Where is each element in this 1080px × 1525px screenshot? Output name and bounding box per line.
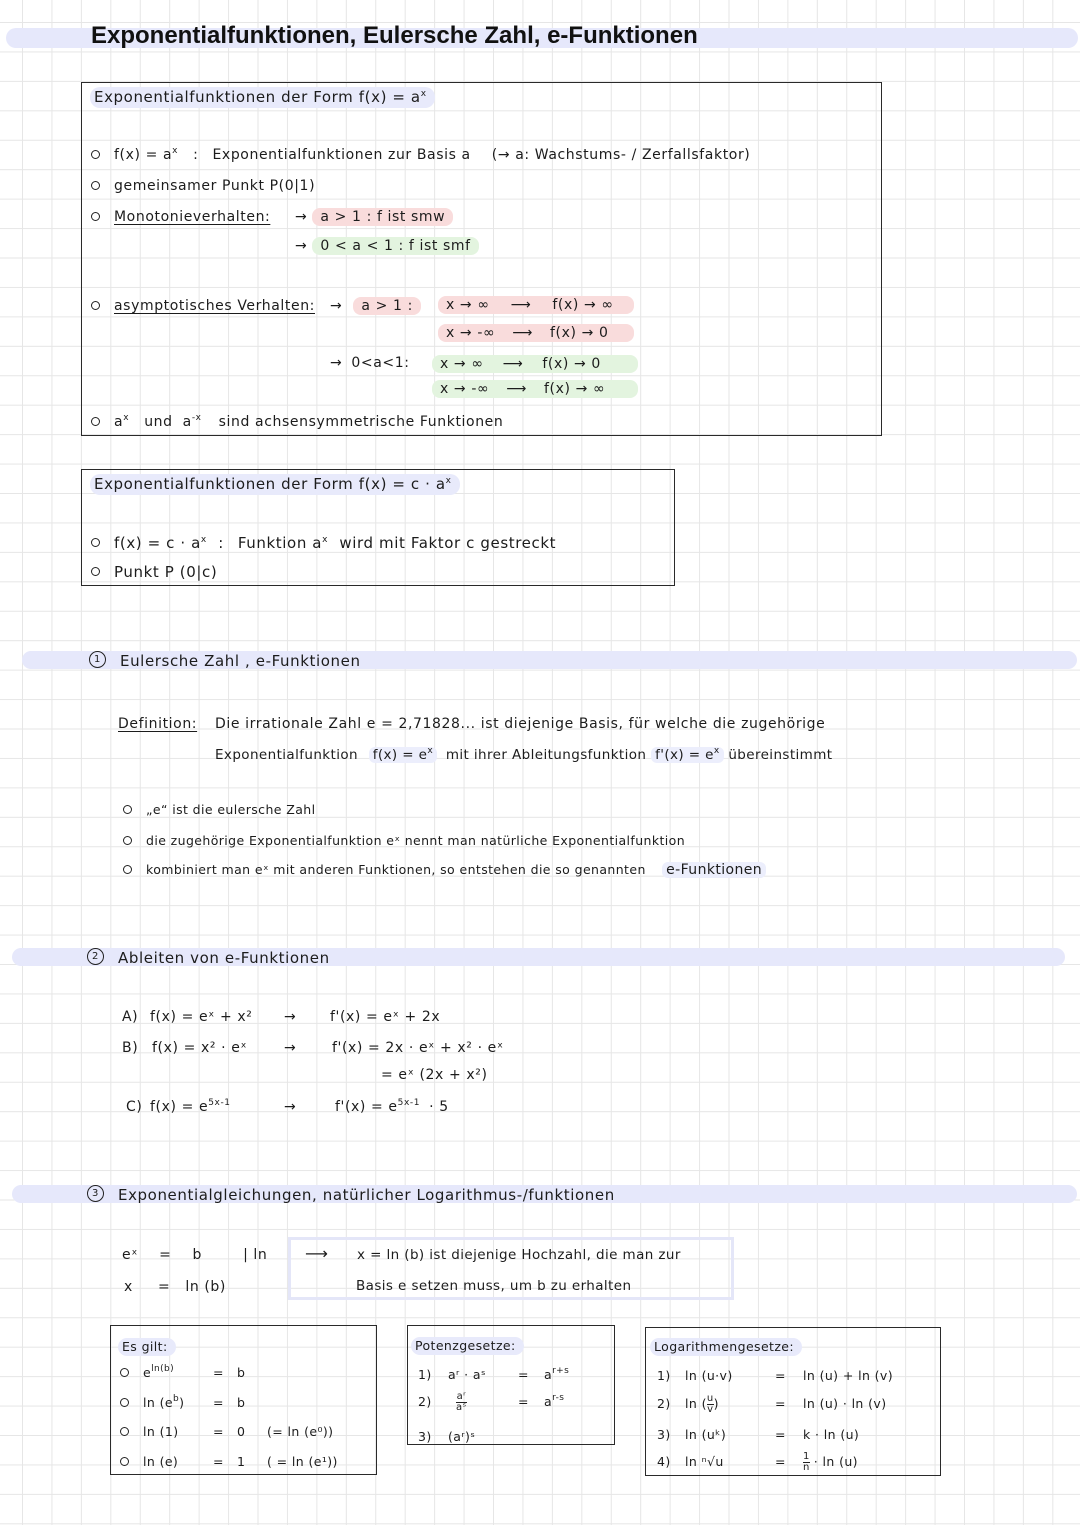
arrow-right-icon: →: [284, 1099, 297, 1115]
es-gilt-row-1: $e^{ln(b)} = b$: [120, 1365, 245, 1380]
bullet-icon: [91, 417, 100, 426]
potenz-heading: Potenzgesetze:: [411, 1338, 524, 1353]
bullet-icon: [123, 836, 132, 845]
monotonie-row-increasing: → a > 1 : f ist smw: [295, 209, 453, 225]
asymptote-case-a-lt-1: → 0<a<1:: [330, 355, 410, 371]
potenz-row-1: 1) aʳ · aˢ = $a^{r+s}$: [418, 1366, 570, 1382]
es-gilt-row-4: ln (e) = 1 ( = ln (e¹)): [120, 1454, 338, 1469]
bullet-icon: [91, 301, 100, 310]
bullet-icon: [123, 805, 132, 814]
bullet-icon: [91, 212, 100, 221]
arrow-long-right-icon: ⟶: [305, 1244, 329, 1263]
ln-explanation-line-2: Basis e setzen muss, um b zu erhalten: [356, 1278, 632, 1294]
bullet-icon: [120, 1427, 129, 1436]
asymptote-row-2: x → -∞ ⟶ f(x) → 0: [438, 324, 634, 342]
definition-line-1: Die irrationale Zahl e = 2,71828... ist diejenige Basis, für welche die zugehörige: [215, 716, 826, 732]
arrow-right-icon: →: [284, 1040, 297, 1056]
bullet-icon: [91, 538, 100, 547]
definition-label: Definition:: [118, 716, 198, 732]
box1-item-definition: $f(x) = a^x$ : Exponentialfunktionen zur Basis a (→ a: Wachstums- / Zerfallsfaktor): [91, 147, 750, 163]
bullet-icon: [120, 1398, 129, 1407]
box2-item-stretch: $f(x) = c \cdot a^x$ : Funktion $a^x$ wird mit Faktor c gestreckt: [91, 534, 556, 552]
bullet-icon: [120, 1457, 129, 1466]
section1-bullet-2: die zugehörige Exponentialfunktion eˣ nennt man natürliche Exponentialfunktion: [123, 833, 685, 848]
arrow-right-icon: →: [330, 355, 343, 371]
section1-heading: 1 Eulersche Zahl , e-Funktionen: [89, 652, 361, 670]
circled-number: 3: [87, 1185, 104, 1202]
example-a-label: A): [122, 1009, 139, 1025]
asymptote-case-a-gt-1: → a > 1 :: [330, 298, 421, 314]
section3-heading: 3 Exponentialgleichungen, natürlicher Logarithmus-/funktionen: [87, 1186, 615, 1204]
box1-heading: Exponentialfunktionen der Form $f(x) = a^x$: [90, 88, 435, 106]
asymptote-row-3: x → ∞ ⟶ f(x) → 0: [432, 355, 638, 373]
example-c-derivative: $f'(x) = e^{5x-1} \cdot 5$: [335, 1098, 449, 1115]
box2-item-point: Punkt P (0|c): [91, 563, 217, 581]
example-b-derivative: f'(x) = 2x · eˣ + x² · eˣ: [332, 1040, 504, 1056]
box1-item-symmetry: $a^x$ und $a^{-x}$ sind achsensymmetrische Funktionen: [91, 414, 503, 430]
asymptote-row-4: x → -∞ ⟶ f(x) → ∞: [432, 380, 638, 398]
box1-item-common-point: gemeinsamer Punkt P(0|1): [91, 178, 315, 194]
example-a-derivative: f'(x) = eˣ + 2x: [330, 1009, 441, 1025]
equation-line-2: x = ln (b): [124, 1279, 226, 1295]
section1-bullet-1: „e“ ist die eulersche Zahl: [123, 802, 315, 817]
bullet-icon: [91, 567, 100, 576]
box1-item-monotonie: Monotonieverhalten:: [91, 209, 270, 225]
circled-number: 2: [87, 948, 104, 965]
arrow-right-icon: →: [330, 298, 343, 314]
page-title: Exponentialfunktionen, Eulersche Zahl, e-Funktionen: [91, 22, 698, 49]
bullet-icon: [91, 181, 100, 190]
log-row-3: 3) ln (uᵏ) = k · ln (u): [657, 1427, 860, 1442]
ln-explanation-line-1: x = ln (b) ist diejenige Hochzahl, die man zur: [357, 1247, 681, 1263]
es-gilt-heading: Es gilt:: [118, 1339, 176, 1354]
circled-number: 1: [89, 651, 106, 668]
log-row-4: 4) ln ⁿ√u = $\frac{1}{n}$ · ln (u): [657, 1451, 858, 1473]
example-b-function: f(x) = x² · eˣ: [152, 1040, 248, 1056]
example-a-function: f(x) = eˣ + x²: [150, 1009, 253, 1025]
example-b-label: B): [122, 1040, 139, 1056]
log-row-2: 2) ln ( $\frac{u}{v}$ ) = ln (u) · ln (v): [657, 1393, 887, 1415]
arrow-right-icon: →: [295, 209, 308, 225]
potenz-row-3: 3) (aʳ)ˢ: [418, 1429, 476, 1444]
bullet-icon: [123, 865, 132, 874]
log-row-1: 1) ln (u·v) = ln (u) + ln (v): [657, 1368, 893, 1383]
example-c-function: $f(x) = e^{5x-1}$: [150, 1098, 231, 1115]
log-heading: Logarithmengesetze:: [650, 1339, 802, 1354]
bullet-icon: [120, 1368, 129, 1377]
equation-line-1: eˣ = b | ln: [122, 1247, 268, 1263]
section1-bullet-3: kombiniert man eˣ mit anderen Funktionen, so entstehen die so genannten e-Funktionen: [123, 862, 766, 878]
example-c-label: C): [126, 1099, 143, 1115]
monotonie-row-decreasing: → 0 < a < 1 : f ist smf: [295, 238, 479, 254]
arrow-right-icon: →: [284, 1009, 297, 1025]
definition-line-2: Exponentialfunktion $f(x) = e^x$ mit ihrer Ableitungsfunktion $f'(x) = e^x$ übereinstimmt: [215, 746, 833, 763]
box1-item-asymptote: asymptotisches Verhalten:: [91, 298, 315, 314]
es-gilt-row-2: $\ln (e^b) = b$: [120, 1395, 245, 1410]
example-b-derivative-simplified: = eˣ (2x + x²): [381, 1067, 488, 1083]
es-gilt-row-3: ln (1) = 0 (= ln (e⁰)): [120, 1424, 333, 1439]
asymptote-row-1: x → ∞ ⟶ f(x) → ∞: [438, 296, 634, 314]
box2-heading: Exponentialfunktionen der Form $f(x) = c \cdot a^x$: [90, 475, 460, 493]
potenz-row-2: 2) $\frac{\text{aʳ}}{\text{aˢ}}$ = $a^{r-s}$: [418, 1391, 565, 1413]
bullet-icon: [91, 150, 100, 159]
section2-heading: 2 Ableiten von e-Funktionen: [87, 949, 330, 967]
arrow-right-icon: →: [295, 238, 308, 254]
